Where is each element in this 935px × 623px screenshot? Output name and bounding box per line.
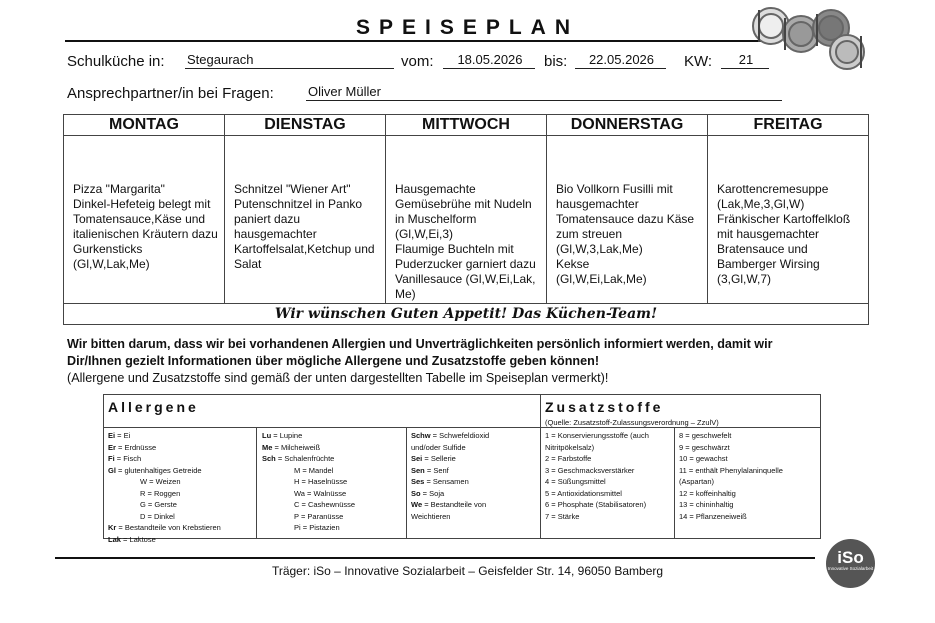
kitchen-label: Schulküche in:: [67, 53, 165, 70]
to-label: bis:: [544, 53, 568, 70]
legend-text: 7 = Stärke: [545, 511, 580, 521]
allergen-col-2: [262, 430, 355, 534]
legend-code: Lu: [262, 431, 272, 440]
meal-line: (Gl,W,Lak,Me): [73, 257, 150, 271]
meal-line: Schnitzel "Wiener Art": [234, 182, 351, 196]
legend-text: 5 = Antioxidationsmittel: [545, 488, 622, 498]
legend-text: und/oder Sulfide: [411, 442, 466, 452]
legend-entry: [545, 453, 649, 465]
from-date-field[interactable]: 18.05.2026: [443, 52, 535, 69]
meal-line: Vanillesauce (Gl,W,Ei,Lak,: [395, 272, 536, 286]
meal-line: Puderzucker garniert dazu: [395, 257, 536, 271]
meal-line: Tomatensauce dazu Käse: [556, 212, 695, 226]
legend-entry: [411, 430, 489, 442]
legend-entry: [108, 499, 221, 511]
meal-line: italienischen Kräutern dazu: [73, 227, 218, 241]
day-header: DIENSTAG: [225, 115, 386, 136]
meal-cell-monday: [64, 136, 225, 304]
legend-code: Er: [108, 442, 116, 452]
greeting-text: Wir wünschen Guten Appetit! Das Küchen-Team!: [64, 304, 869, 325]
legend-text: = Bestandteile von Krebstieren: [116, 523, 221, 532]
weekly-menu-table: [63, 114, 869, 325]
page-title: SPEISEPLAN: [355, 16, 580, 39]
meal-line: zum streuen: [556, 227, 623, 241]
legend-code: Gl: [108, 465, 116, 475]
meal-line: (Gl,W,Ei,Lak,Me): [556, 272, 647, 286]
legend-entry: [545, 511, 649, 523]
legend-code: So: [411, 488, 421, 498]
to-date-field[interactable]: 22.05.2026: [575, 52, 666, 69]
legend-text: 11 = enthält Phenylalaninquelle: [679, 465, 783, 475]
footer-rule: [55, 557, 815, 559]
meal-row: [64, 136, 869, 304]
additive-col-2: [679, 430, 783, 522]
legend-divider: [406, 427, 407, 538]
meal-line: paniert dazu: [234, 212, 301, 226]
allergen-col-1: [108, 430, 221, 545]
legend-text: 12 = koffeinhaltig: [679, 488, 736, 498]
allergen-legend-table: [103, 394, 821, 544]
contact-field[interactable]: Oliver Müller: [306, 84, 782, 101]
meal-cell-thursday: [547, 136, 708, 304]
day-header: FREITAG: [708, 115, 869, 136]
legend-entry: [262, 511, 355, 523]
legend-text: = Sensamen: [424, 477, 469, 486]
legend-entry: [411, 465, 489, 477]
legend-entry: [411, 511, 489, 523]
legend-text: = Schwefeldioxid: [430, 431, 490, 440]
legend-text: R = Roggen: [140, 488, 181, 498]
legend-text: 2 = Farbstoffe: [545, 454, 592, 463]
legend-code: Sen: [411, 465, 425, 475]
legend-entry: [679, 453, 783, 465]
legend-code: Sei: [411, 454, 423, 463]
legend-entry: [679, 465, 783, 477]
legend-entry: [108, 476, 221, 488]
additives-source: (Quelle: Zusatzstoff-Zulassungsverordnung – ZzulV): [545, 418, 719, 427]
legend-divider: [674, 427, 675, 538]
legend-text: 3 = Geschmacksverstärker: [545, 465, 635, 475]
week-field[interactable]: 21: [721, 52, 769, 69]
legend-entry: [108, 465, 221, 477]
legend-text: = Bestandteile von: [422, 500, 487, 509]
legend-entry: [108, 511, 221, 523]
legend-code: Me: [262, 442, 273, 452]
meal-line: Salat: [234, 257, 262, 271]
legend-entry: [262, 522, 355, 534]
legend-text: 1 = Konservierungsstoffe (auch: [545, 431, 649, 440]
meal-line: Me): [395, 287, 416, 301]
legend-text: G = Gerste: [140, 500, 177, 509]
legend-text: = Schalenfrüchte: [275, 454, 335, 463]
legend-entry: [679, 430, 783, 442]
legend-entry: [545, 476, 649, 488]
week-label: KW:: [684, 53, 713, 70]
legend-code: Schw: [411, 431, 431, 440]
meal-line: (Lak,Me,3,Gl,W): [717, 197, 805, 211]
legend-entry: [679, 511, 783, 523]
legend-text: = Soja: [420, 488, 445, 498]
legend-text: = Lupine: [271, 431, 303, 440]
legend-entry: [545, 488, 649, 500]
legend-entry: [108, 534, 221, 546]
meal-line: Kekse: [556, 257, 590, 271]
legend-entry: [411, 442, 489, 454]
meal-line: Dinkel-Hefeteig belegt mit: [73, 197, 211, 211]
legend-divider: [104, 427, 820, 428]
legend-entry: [545, 430, 649, 442]
logo-text: iSo: [837, 548, 864, 567]
meal-cell-friday: [708, 136, 869, 304]
legend-entry: [411, 499, 489, 511]
legend-code: Sch: [262, 454, 276, 463]
meal-line: Flaumige Buchteln mit: [395, 242, 514, 256]
legend-text: Pi = Pistazien: [294, 523, 340, 532]
legend-entry: [262, 453, 355, 465]
meal-line: Gurkensticks: [73, 242, 143, 256]
legend-entry: [679, 488, 783, 500]
legend-entry: [545, 442, 649, 454]
legend-text: = Senf: [424, 465, 449, 475]
legend-entry: [411, 453, 489, 465]
legend-entry: [108, 522, 221, 534]
legend-entry: [679, 476, 783, 488]
legend-text: 9 = geschwärzt: [679, 442, 730, 452]
notice-bold-line: Dir/Ihnen gezielt Informationen über mögliche Allergene und Zusatzstoffe geben können!: [67, 354, 600, 368]
allergen-col-3: [411, 430, 489, 522]
meal-line: mit hausgemachter: [717, 227, 820, 241]
legend-text: M = Mandel: [294, 465, 334, 475]
legend-text: 8 = geschwefelt: [679, 431, 732, 440]
day-header: MITTWOCH: [386, 115, 547, 136]
day-header-row: [64, 115, 869, 136]
meal-line: Bio Vollkorn Fusilli mit: [556, 182, 673, 196]
legend-text: H = Haselnüsse: [294, 477, 348, 486]
from-label: vom:: [401, 53, 434, 70]
legend-text: = Milcheiweiß: [272, 442, 321, 452]
legend-entry: [108, 430, 221, 442]
legend-text: = Sellerie: [422, 454, 456, 463]
legend-entry: [108, 442, 221, 454]
legend-entry: [108, 453, 221, 465]
greeting-row: [64, 304, 869, 325]
meal-line: Kartoffelsalat,Ketchup und: [234, 242, 375, 256]
meal-cell-tuesday: [225, 136, 386, 304]
legend-text: = Erdnüsse: [115, 442, 157, 452]
day-header: DONNERSTAG: [547, 115, 708, 136]
legend-entry: [545, 499, 649, 511]
legend-text: 6 = Phosphate (Stabilisatoren): [545, 500, 647, 509]
logo-subtext: Innovative Sozialarbeit: [827, 566, 874, 571]
notice-bold-line: Wir bitten darum, dass wir bei vorhandenen Allergien und Unverträglichkeiten persönlich informiert werden, damit wir: [67, 337, 773, 351]
day-header: MONTAG: [64, 115, 225, 136]
iso-logo: [826, 539, 875, 588]
legend-text: (Aspartan): [679, 477, 715, 486]
legend-text: = Laktose: [120, 534, 156, 544]
legend-code: Lak: [108, 534, 121, 544]
meal-line: hausgemachter: [234, 227, 317, 241]
legend-entry: [262, 442, 355, 454]
meal-line: Fränkischer Kartoffelkloß: [717, 212, 851, 226]
allergens-title: Allergene: [108, 399, 199, 415]
meal-line: in Muschelform: [395, 212, 477, 226]
legend-code: Ses: [411, 477, 425, 486]
contact-label: Ansprechpartner/in bei Fragen:: [67, 85, 274, 102]
legend-code: Ei: [108, 431, 116, 440]
meal-line: Hausgemachte: [395, 182, 476, 196]
meal-line: Karottencremesuppe: [717, 182, 829, 196]
kitchen-field[interactable]: Stegaurach: [185, 52, 394, 69]
footer-text: Träger: iSo – Innovative Sozialarbeit – Geisfelder Str. 14, 96050 Bamberg: [271, 564, 664, 578]
legend-text: 4 = Süßungsmittel: [545, 477, 606, 486]
meal-line: Putenschnitzel in Panko: [234, 197, 363, 211]
legend-text: Nitritpökelsalz): [545, 442, 595, 452]
meal-line: (Gl,W,Ei,3): [395, 227, 454, 241]
legend-text: C = Cashewnüsse: [294, 500, 356, 509]
legend-text: 14 = Pflanzeneiweiß: [679, 511, 747, 521]
legend-entry: [411, 488, 489, 500]
meal-line: Bamberger Wirsing: [717, 257, 820, 271]
legend-entry: [262, 476, 355, 488]
legend-text: = Fisch: [114, 454, 142, 463]
legend-entry: [262, 430, 355, 442]
title-rule: [65, 40, 768, 42]
legend-text: 10 = gewachst: [679, 454, 728, 463]
legend-text: 13 = chininhaltig: [679, 500, 734, 509]
legend-entry: [262, 499, 355, 511]
meal-line: hausgemachter: [556, 197, 639, 211]
meal-line: Tomatensauce,Käse und: [73, 212, 206, 226]
legend-text: = glutenhaltiges Getreide: [115, 465, 202, 475]
legend-text: = Ei: [115, 431, 131, 440]
legend-code: Kr: [108, 523, 117, 532]
legend-entry: [108, 488, 221, 500]
legend-text: W = Weizen: [140, 477, 181, 486]
meal-line: (3,Gl,W,7): [717, 272, 772, 286]
legend-divider: [540, 395, 541, 538]
allergy-notice: [67, 336, 867, 387]
legend-entry: [679, 499, 783, 511]
meal-line: (Gl,W,3,Lak,Me): [556, 242, 643, 256]
legend-entry: [545, 465, 649, 477]
legend-text: Weichtieren: [411, 511, 451, 521]
legend-code: We: [411, 500, 423, 509]
legend-entry: [262, 488, 355, 500]
additive-col-1: [545, 430, 649, 522]
legend-text: P = Paranüsse: [294, 511, 344, 521]
legend-code: Fi: [108, 454, 115, 463]
meal-line: Gemüsebrühe mit Nudeln: [395, 197, 532, 211]
legend-entry: [679, 442, 783, 454]
additives-title: Zusatzstoffe: [545, 399, 664, 415]
legend-text: Wa = Walnüsse: [294, 488, 347, 498]
legend-text: D = Dinkel: [140, 511, 175, 521]
meal-line: Pizza "Margarita": [73, 182, 165, 196]
legend-divider: [256, 427, 257, 538]
meal-line: Bratensauce und: [717, 242, 808, 256]
legend-entry: [262, 465, 355, 477]
notice-line: (Allergene und Zusatzstoffe sind gemäß der unten dargestellten Tabelle im Speiseplan vermerkt)!: [67, 371, 609, 385]
meal-cell-wednesday: [386, 136, 547, 304]
legend-entry: [411, 476, 489, 488]
